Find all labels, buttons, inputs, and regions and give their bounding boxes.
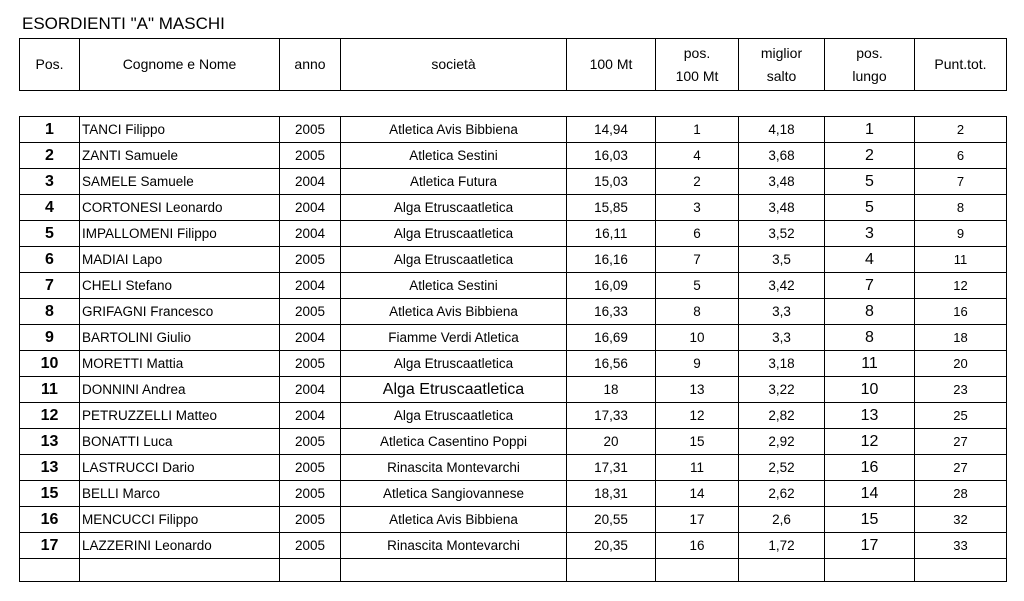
cell-year: 2005	[280, 481, 341, 507]
cell-jump: 3,42	[739, 273, 825, 299]
cell-name: CHELI Stefano	[80, 273, 280, 299]
cell-pos: 5	[20, 221, 80, 247]
header-jump	[739, 39, 825, 91]
cell-pos: 3	[20, 169, 80, 195]
cell-total: 2	[915, 117, 1007, 143]
cell-pos-jump: 16	[825, 455, 915, 481]
cell-time: 17,33	[567, 403, 656, 429]
empty-cell	[915, 559, 1007, 582]
cell-total: 27	[915, 429, 1007, 455]
cell-club: Rinascita Montevarchi	[341, 455, 567, 481]
cell-pos-100: 5	[656, 273, 739, 299]
header-club: società	[341, 39, 567, 91]
cell-name: PETRUZZELLI Matteo	[80, 403, 280, 429]
cell-time: 15,03	[567, 169, 656, 195]
cell-pos: 11	[20, 377, 80, 403]
cell-year: 2005	[280, 351, 341, 377]
cell-jump: 3,48	[739, 169, 825, 195]
cell-total: 20	[915, 351, 1007, 377]
cell-jump: 3,3	[739, 325, 825, 351]
cell-name: ZANTI Samuele	[80, 143, 280, 169]
table-row	[20, 403, 1007, 429]
cell-time: 15,85	[567, 195, 656, 221]
cell-pos-jump: 10	[825, 377, 915, 403]
cell-club: Alga Etruscaatletica	[341, 247, 567, 273]
cell-year: 2004	[280, 221, 341, 247]
cell-year: 2004	[280, 377, 341, 403]
cell-pos-jump: 11	[825, 351, 915, 377]
empty-cell	[280, 559, 341, 582]
cell-time: 16,09	[567, 273, 656, 299]
cell-total: 7	[915, 169, 1007, 195]
table-row	[20, 299, 1007, 325]
cell-pos-100: 1	[656, 117, 739, 143]
cell-pos-jump: 3	[825, 221, 915, 247]
cell-time: 16,56	[567, 351, 656, 377]
header-year: anno	[280, 39, 341, 91]
cell-pos-jump: 5	[825, 169, 915, 195]
cell-year: 2005	[280, 455, 341, 481]
header-jump-line2: salto	[766, 67, 797, 84]
cell-club: Alga Etruscaatletica	[341, 377, 567, 403]
cell-pos-100: 17	[656, 507, 739, 533]
cell-pos-100: 15	[656, 429, 739, 455]
cell-total: 18	[915, 325, 1007, 351]
cell-jump: 3,52	[739, 221, 825, 247]
cell-pos: 15	[20, 481, 80, 507]
table-row	[20, 195, 1007, 221]
cell-pos-100: 3	[656, 195, 739, 221]
table-row	[20, 325, 1007, 351]
cell-pos-jump: 15	[825, 507, 915, 533]
header-pos-100	[656, 39, 739, 91]
table-row	[20, 351, 1007, 377]
cell-club: Alga Etruscaatletica	[341, 221, 567, 247]
cell-time: 20,55	[567, 507, 656, 533]
cell-pos-jump: 5	[825, 195, 915, 221]
cell-time: 16,03	[567, 143, 656, 169]
cell-year: 2005	[280, 299, 341, 325]
cell-pos-jump: 13	[825, 403, 915, 429]
cell-name: LAZZERINI Leonardo	[80, 533, 280, 559]
header-pos-jump-line1: pos.	[856, 44, 883, 61]
table-row	[20, 247, 1007, 273]
cell-name: BARTOLINI Giulio	[80, 325, 280, 351]
cell-pos-100: 13	[656, 377, 739, 403]
cell-pos: 6	[20, 247, 80, 273]
cell-jump: 2,6	[739, 507, 825, 533]
cell-club: Atletica Avis Bibbiena	[341, 507, 567, 533]
cell-year: 2005	[280, 247, 341, 273]
cell-name: SAMELE Samuele	[80, 169, 280, 195]
cell-total: 8	[915, 195, 1007, 221]
cell-total: 32	[915, 507, 1007, 533]
cell-club: Atletica Futura	[341, 169, 567, 195]
cell-pos-jump: 7	[825, 273, 915, 299]
page-title: ESORDIENTI "A" MASCHI	[22, 14, 225, 33]
cell-total: 9	[915, 221, 1007, 247]
cell-pos-jump: 4	[825, 247, 915, 273]
cell-name: MORETTI Mattia	[80, 351, 280, 377]
cell-club: Atletica Sestini	[341, 273, 567, 299]
table-row	[20, 377, 1007, 403]
table-row	[20, 221, 1007, 247]
results-table	[19, 116, 1007, 582]
cell-pos: 13	[20, 429, 80, 455]
cell-time: 16,33	[567, 299, 656, 325]
cell-pos-100: 9	[656, 351, 739, 377]
cell-year: 2005	[280, 117, 341, 143]
cell-jump: 3,22	[739, 377, 825, 403]
cell-pos-jump: 12	[825, 429, 915, 455]
cell-jump: 3,18	[739, 351, 825, 377]
header-time: 100 Mt	[567, 39, 656, 91]
cell-pos-100: 7	[656, 247, 739, 273]
table-row	[20, 117, 1007, 143]
cell-name: BONATTI Luca	[80, 429, 280, 455]
header-table	[19, 38, 1007, 91]
cell-pos: 8	[20, 299, 80, 325]
cell-time: 17,31	[567, 455, 656, 481]
table-row	[20, 507, 1007, 533]
header-name: Cognome e Nome	[80, 39, 280, 91]
cell-club: Alga Etruscaatletica	[341, 351, 567, 377]
cell-pos: 12	[20, 403, 80, 429]
table-row	[20, 143, 1007, 169]
cell-pos-100: 8	[656, 299, 739, 325]
empty-cell	[825, 559, 915, 582]
cell-year: 2005	[280, 143, 341, 169]
cell-club: Fiamme Verdi Atletica	[341, 325, 567, 351]
cell-pos: 2	[20, 143, 80, 169]
cell-total: 12	[915, 273, 1007, 299]
cell-pos: 10	[20, 351, 80, 377]
table-row	[20, 429, 1007, 455]
header-pos: Pos.	[20, 39, 80, 91]
cell-jump: 2,82	[739, 403, 825, 429]
cell-total: 27	[915, 455, 1007, 481]
cell-time: 20	[567, 429, 656, 455]
cell-jump: 3,48	[739, 195, 825, 221]
cell-time: 18,31	[567, 481, 656, 507]
cell-club: Alga Etruscaatletica	[341, 403, 567, 429]
cell-jump: 2,92	[739, 429, 825, 455]
cell-pos-jump: 2	[825, 143, 915, 169]
header-total: Punt.tot.	[915, 39, 1007, 91]
cell-name: TANCI Filippo	[80, 117, 280, 143]
cell-name: DONNINI Andrea	[80, 377, 280, 403]
cell-club: Atletica Casentino Poppi	[341, 429, 567, 455]
table-row	[20, 455, 1007, 481]
cell-name: IMPALLOMENI Filippo	[80, 221, 280, 247]
cell-total: 33	[915, 533, 1007, 559]
cell-jump: 3,3	[739, 299, 825, 325]
cell-pos-jump: 8	[825, 325, 915, 351]
cell-pos: 13	[20, 455, 80, 481]
cell-year: 2005	[280, 533, 341, 559]
cell-pos: 7	[20, 273, 80, 299]
cell-time: 16,16	[567, 247, 656, 273]
cell-pos-100: 14	[656, 481, 739, 507]
cell-name: GRIFAGNI Francesco	[80, 299, 280, 325]
empty-cell	[341, 559, 567, 582]
empty-cell	[80, 559, 280, 582]
cell-club: Atletica Avis Bibbiena	[341, 117, 567, 143]
table-row	[20, 273, 1007, 299]
cell-year: 2004	[280, 273, 341, 299]
cell-pos-jump: 17	[825, 533, 915, 559]
cell-pos: 1	[20, 117, 80, 143]
header-pos-jump-line2: lungo	[852, 67, 887, 84]
cell-pos-100: 4	[656, 143, 739, 169]
table-row	[20, 533, 1007, 559]
cell-year: 2004	[280, 169, 341, 195]
cell-year: 2005	[280, 507, 341, 533]
header-pos-100-line2: 100 Mt	[675, 67, 719, 84]
header-pos-jump	[825, 39, 915, 91]
empty-cell	[739, 559, 825, 582]
cell-time: 18	[567, 377, 656, 403]
cell-total: 25	[915, 403, 1007, 429]
cell-pos-100: 6	[656, 221, 739, 247]
cell-jump: 2,52	[739, 455, 825, 481]
cell-pos-100: 11	[656, 455, 739, 481]
table-row	[20, 169, 1007, 195]
cell-pos: 17	[20, 533, 80, 559]
table-row	[20, 481, 1007, 507]
cell-jump: 3,68	[739, 143, 825, 169]
cell-time: 16,11	[567, 221, 656, 247]
cell-total: 6	[915, 143, 1007, 169]
cell-jump: 4,18	[739, 117, 825, 143]
cell-pos-100: 10	[656, 325, 739, 351]
cell-pos-100: 2	[656, 169, 739, 195]
cell-year: 2004	[280, 325, 341, 351]
cell-year: 2005	[280, 429, 341, 455]
cell-name: CORTONESI Leonardo	[80, 195, 280, 221]
cell-total: 28	[915, 481, 1007, 507]
cell-time: 14,94	[567, 117, 656, 143]
cell-jump: 1,72	[739, 533, 825, 559]
cell-total: 23	[915, 377, 1007, 403]
cell-pos: 4	[20, 195, 80, 221]
cell-time: 20,35	[567, 533, 656, 559]
cell-name: MENCUCCI Filippo	[80, 507, 280, 533]
cell-jump: 2,62	[739, 481, 825, 507]
cell-club: Atletica Avis Bibbiena	[341, 299, 567, 325]
cell-jump: 3,5	[739, 247, 825, 273]
empty-row	[20, 559, 1007, 582]
cell-name: MADIAI Lapo	[80, 247, 280, 273]
empty-cell	[20, 559, 80, 582]
cell-name: BELLI Marco	[80, 481, 280, 507]
cell-pos-100: 16	[656, 533, 739, 559]
cell-total: 11	[915, 247, 1007, 273]
cell-pos-jump: 1	[825, 117, 915, 143]
cell-pos-100: 12	[656, 403, 739, 429]
cell-pos-jump: 8	[825, 299, 915, 325]
cell-pos-jump: 14	[825, 481, 915, 507]
empty-cell	[567, 559, 656, 582]
cell-name: LASTRUCCI Dario	[80, 455, 280, 481]
cell-club: Rinascita Montevarchi	[341, 533, 567, 559]
cell-club: Atletica Sestini	[341, 143, 567, 169]
cell-total: 16	[915, 299, 1007, 325]
cell-year: 2004	[280, 403, 341, 429]
header-pos-100-line1: pos.	[683, 44, 711, 61]
cell-time: 16,69	[567, 325, 656, 351]
cell-year: 2004	[280, 195, 341, 221]
cell-pos: 16	[20, 507, 80, 533]
cell-pos: 9	[20, 325, 80, 351]
cell-club: Atletica Sangiovannese	[341, 481, 567, 507]
cell-club: Alga Etruscaatletica	[341, 195, 567, 221]
empty-cell	[656, 559, 739, 582]
header-jump-line1: miglior	[760, 44, 803, 61]
